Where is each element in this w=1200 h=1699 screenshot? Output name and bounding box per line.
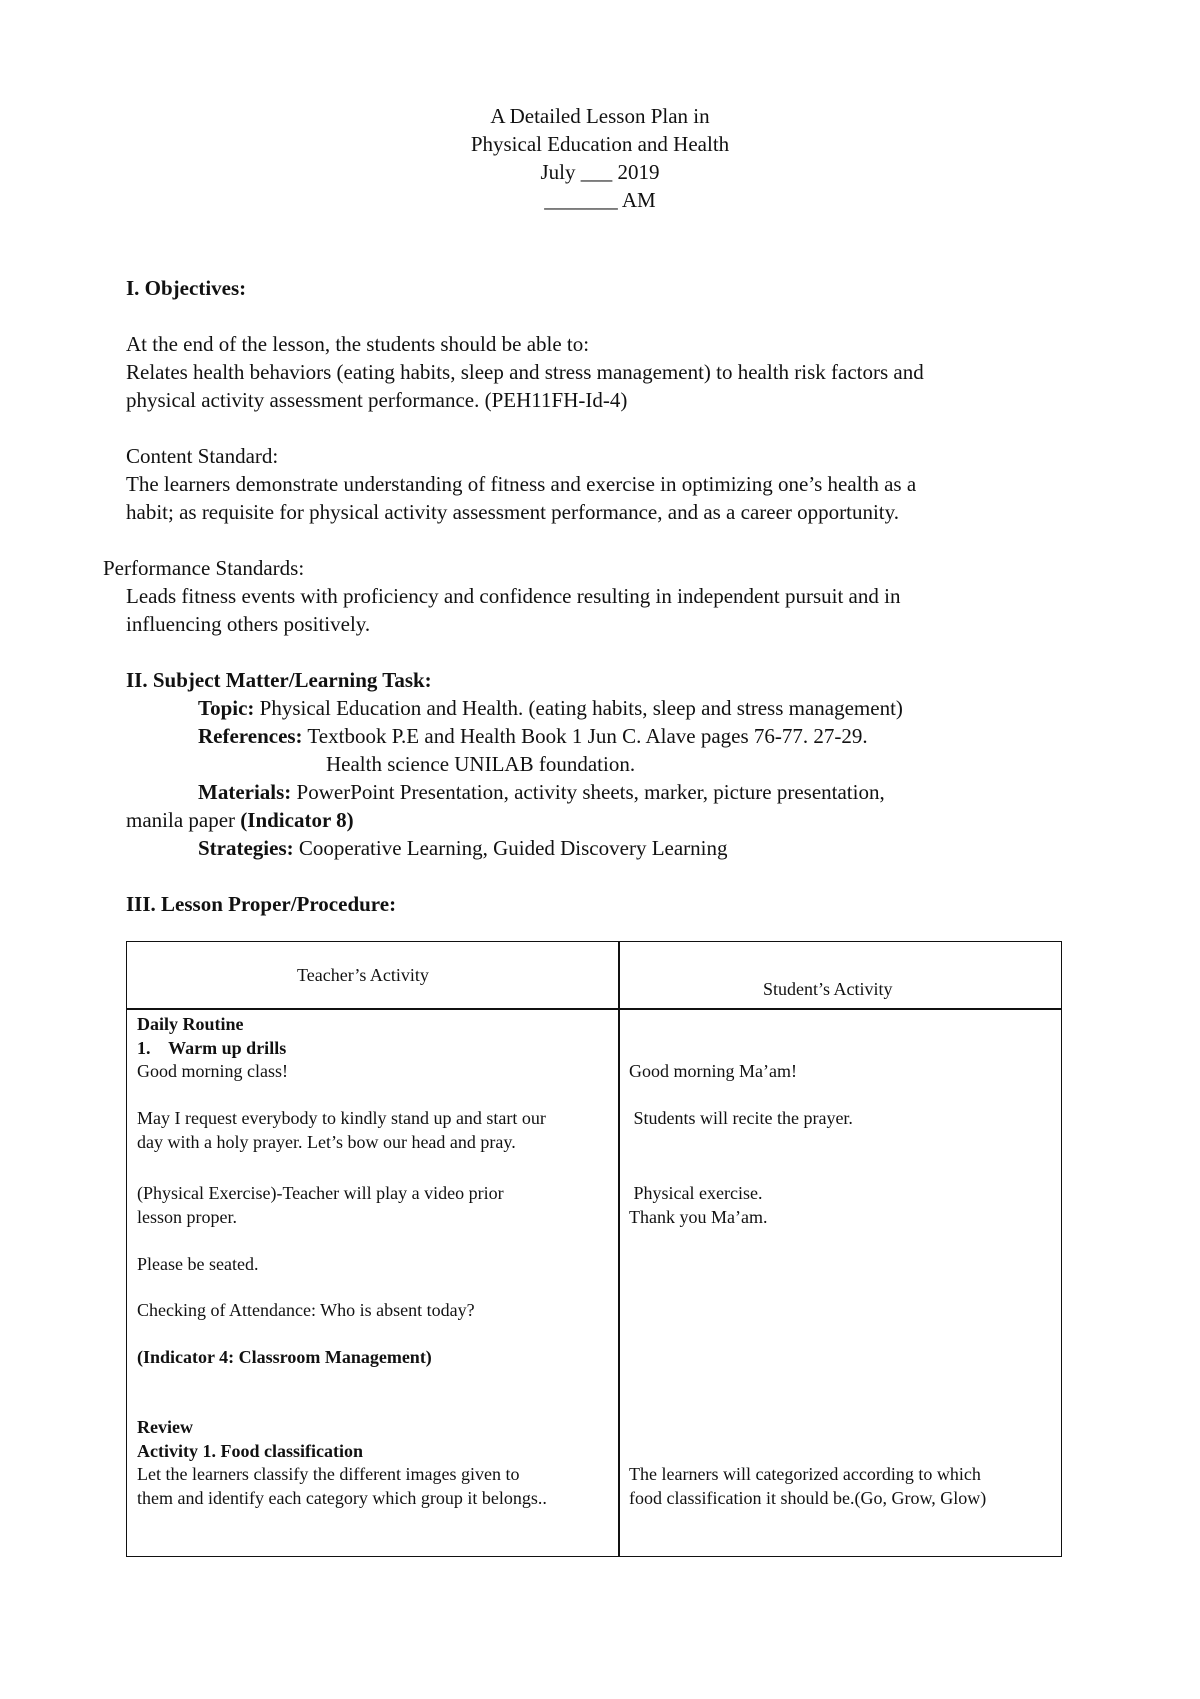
teacher-activity-header: Teacher’s Activity	[297, 965, 429, 985]
strategies-label: Strategies:	[198, 836, 294, 860]
strategies-line	[198, 834, 728, 862]
student-exercise: Physical exercise.	[629, 1183, 763, 1203]
table-header-divider	[127, 1008, 1061, 1010]
lesson-procedure-table	[126, 941, 1062, 1557]
materials-continued: manila paper	[126, 808, 241, 832]
daily-routine-label: Daily Routine	[137, 1014, 244, 1034]
header-date: July ___ 2019	[540, 160, 660, 184]
references-label: References:	[198, 724, 303, 748]
materials-indicator: (Indicator 8)	[240, 808, 354, 832]
teacher-greeting: Good morning class!	[137, 1061, 288, 1081]
teacher-prayer-line-2: day with a holy prayer. Let’s bow our head and pray.	[137, 1132, 516, 1152]
performance-standards-line-1: Leads fitness events with proficiency and confidence resulting in independent pursuit and in	[126, 584, 901, 608]
topic-value: Physical Education and Health. (eating habits, sleep and stress management)	[254, 696, 903, 720]
strategies-value: Cooperative Learning, Guided Discovery Learning	[293, 836, 728, 860]
header-time: _______ AM	[544, 188, 656, 212]
references-line-2: Health science UNILAB foundation.	[326, 752, 636, 776]
student-activity-line-1: The learners will categorized according to which	[629, 1464, 981, 1484]
header-title: A Detailed Lesson Plan in	[490, 104, 710, 128]
topic-label: Topic:	[198, 696, 255, 720]
student-greeting: Good morning Ma’am!	[629, 1061, 797, 1081]
references-line	[198, 722, 868, 750]
materials-value: PowerPoint Presentation, activity sheets, marker, picture presentation,	[291, 780, 885, 804]
performance-standards-label: Performance Standards:	[103, 556, 305, 580]
activity-1-label: Activity 1. Food classification	[137, 1441, 363, 1461]
references-value: Textbook P.E and Health Book 1 Jun C. Alave pages 76-77. 27-29.	[302, 724, 868, 748]
content-standard-label: Content Standard:	[126, 444, 279, 468]
student-activity-header: Student’s Activity	[763, 979, 893, 999]
teacher-exercise-line-1: (Physical Exercise)-Teacher will play a video prior	[137, 1183, 504, 1203]
materials-line	[198, 778, 885, 806]
student-thanks: Thank you Ma’am.	[629, 1207, 768, 1227]
content-standard-line-1: The learners demonstrate understanding of fitness and exercise in optimizing one’s health as a	[126, 472, 917, 496]
performance-standards-line-2: influencing others positively.	[126, 612, 371, 636]
table-column-divider	[618, 942, 620, 1556]
objectives-intro: At the end of the lesson, the students should be able to:	[126, 332, 590, 356]
teacher-activity-line-1: Let the learners classify the different images given to	[137, 1464, 520, 1484]
review-label: Review	[137, 1417, 193, 1437]
student-activity-line-2: food classification it should be.(Go, Grow, Glow)	[629, 1488, 987, 1508]
warm-up-drills-label: 1. Warm up drills	[137, 1038, 287, 1058]
document-header	[0, 102, 1200, 214]
objectives-line-2: physical activity assessment performance. (PEH11FH-Id-4)	[126, 388, 628, 412]
student-prayer: Students will recite the prayer.	[629, 1108, 853, 1128]
procedure-heading: III. Lesson Proper/Procedure:	[126, 892, 397, 916]
header-subject: Physical Education and Health	[470, 132, 730, 156]
topic-line	[198, 694, 903, 722]
objectives-line-1: Relates health behaviors (eating habits, sleep and stress management) to health risk factors and	[126, 360, 924, 384]
objectives-heading: I. Objectives:	[126, 276, 247, 300]
teacher-please-be-seated: Please be seated.	[137, 1254, 259, 1274]
teacher-prayer-line-1: May I request everybody to kindly stand up and start our	[137, 1108, 546, 1128]
materials-line-2	[126, 806, 354, 834]
teacher-indicator-4: (Indicator 4: Classroom Management)	[137, 1347, 432, 1367]
subject-matter-heading: II. Subject Matter/Learning Task:	[126, 668, 432, 692]
content-standard-line-2: habit; as requisite for physical activity assessment performance, and as a career opportunity.	[126, 500, 900, 524]
teacher-exercise-line-2: lesson proper.	[137, 1207, 237, 1227]
teacher-activity-line-2: them and identify each category which group it belongs..	[137, 1488, 547, 1508]
teacher-attendance: Checking of Attendance: Who is absent today?	[137, 1300, 475, 1320]
materials-label: Materials:	[198, 780, 292, 804]
